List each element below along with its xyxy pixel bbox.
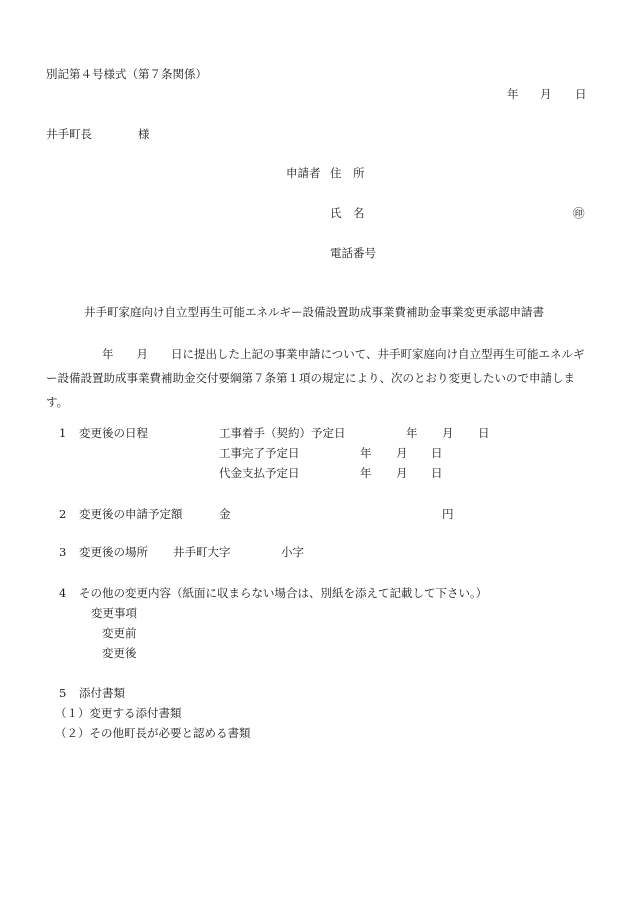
form-reference: 別記第４号様式（第７条関係） [46,67,207,81]
complete-month: 月 [396,446,408,460]
payment-month: 月 [396,466,408,480]
item4-label: その他の変更内容（紙面に収まらない場合は、別紙を添えて記載して下さい。） [79,586,488,600]
start-year: 年 [406,426,418,440]
seal-mark: ㊞ [573,206,585,220]
body-month: 月 [136,347,148,361]
date-month-label: 月 [540,87,552,101]
payment-year: 年 [360,466,372,480]
date-year-label: 年 [507,87,519,101]
start-month: 月 [442,426,454,440]
start-date-label: 工事着手（契約）予定日 [219,426,346,440]
name-label: 氏 名 [330,206,365,220]
item2-number: 2 [59,507,67,521]
location-koaza: 小字 [281,545,304,559]
change-matters-label: 変更事項 [91,606,137,620]
date-day-label: 日 [575,87,587,101]
amount-prefix: 金 [219,507,231,521]
item5-label: 添付書類 [79,686,125,700]
complete-day: 日 [431,446,443,460]
addressee-honorific: 様 [138,127,150,141]
payment-date-label: 代金支払予定日 [219,466,300,480]
body-paragraph [46,342,586,414]
change-before-label: 変更前 [102,626,137,640]
payment-day: 日 [431,466,443,480]
addressee-name: 井手町長 [46,127,92,141]
change-after-label: 変更後 [102,646,137,660]
phone-label: 電話番号 [330,246,376,260]
item3-number: 3 [59,545,67,559]
amount-unit: 円 [442,507,454,521]
address-label: 住 所 [330,166,365,180]
body-year: 年 [102,347,114,361]
attachment-item-1: （１）変更する添付書類 [55,706,182,720]
item2-label: 変更後の申請予定額 [79,507,183,521]
applicant-label: 申請者 [286,166,321,180]
item1-number: 1 [59,426,67,440]
complete-year: 年 [360,446,372,460]
item1-label: 変更後の日程 [79,426,148,440]
attachment-item-2: （２）その他町長が必要と認める書類 [55,726,251,740]
item3-label: 変更後の場所 [79,545,148,559]
complete-date-label: 工事完了予定日 [219,446,300,460]
body-text: 日に提出した上記の事業申請について、井手町家庭向け自立型再生可能エネルギー設備設置助成事業費補助金交付要綱第７条第１項の規定により、次のとおり変更したいので申請します。 [46,347,585,409]
document-title: 井手町家庭向け自立型再生可能エネルギー設備設置助成事業費補助金事業変更承認申請書 [84,305,544,319]
item4-number: 4 [59,586,67,600]
location-oaza: 井手町大字 [173,545,231,559]
item5-number: 5 [59,686,67,700]
start-day: 日 [478,426,490,440]
